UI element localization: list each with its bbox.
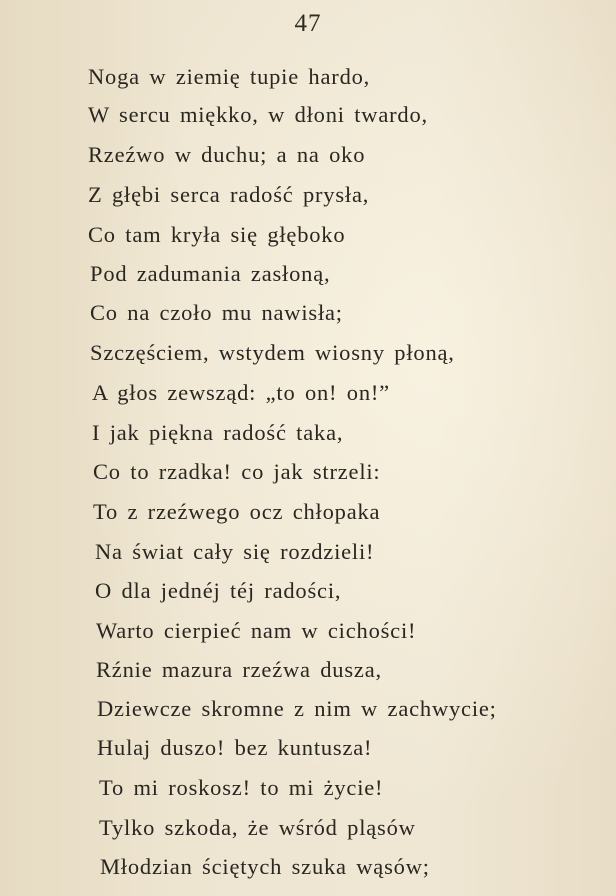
poem-line: Na świat cały się rozdzieli! xyxy=(95,539,375,564)
poem-line: Dziewcze skromne z nim w zachwycie; xyxy=(97,696,497,721)
poem-line: Pod zadumania zasłoną, xyxy=(90,261,331,286)
poem-line: Rźnie mazura rzeźwa dusza, xyxy=(96,657,382,682)
poem-line: Co to rzadka! co jak strzeli: xyxy=(93,459,381,484)
poem-line: Szczęściem, wstydem wiosny płoną, xyxy=(90,340,455,365)
poem-line: To z rzeźwego ocz chłopaka xyxy=(93,499,381,524)
poem-line: Młodzian ściętych szuka wąsów; xyxy=(100,854,430,879)
poem-line: Hulaj duszo! bez kuntusza! xyxy=(97,735,373,760)
poem-line: Co tam kryła się głęboko xyxy=(88,222,346,247)
poem-line: O dla jednéj téj radości, xyxy=(95,578,342,603)
poem-line: A głos zewsząd: „to on! on!” xyxy=(92,380,390,405)
page-number: 47 xyxy=(294,10,322,37)
poem-line: Tylko szkoda, że wśród pląsów xyxy=(99,815,416,840)
poem-line: Warto cierpieć nam w cichości! xyxy=(96,618,417,643)
poem-line: Z głębi serca radość prysła, xyxy=(88,182,370,207)
poem-line: W sercu miękko, w dłoni twardo, xyxy=(88,102,428,127)
poem-line: Co na czoło mu nawisła; xyxy=(90,300,343,325)
poem-line: Rzeźwo w duchu; a na oko xyxy=(88,142,366,167)
poem-line: I jak piękna radość taka, xyxy=(92,420,344,445)
poem-line: Noga w ziemię tupie hardo, xyxy=(88,64,371,89)
poem-line: To mi roskosz! to mi życie! xyxy=(99,775,384,800)
